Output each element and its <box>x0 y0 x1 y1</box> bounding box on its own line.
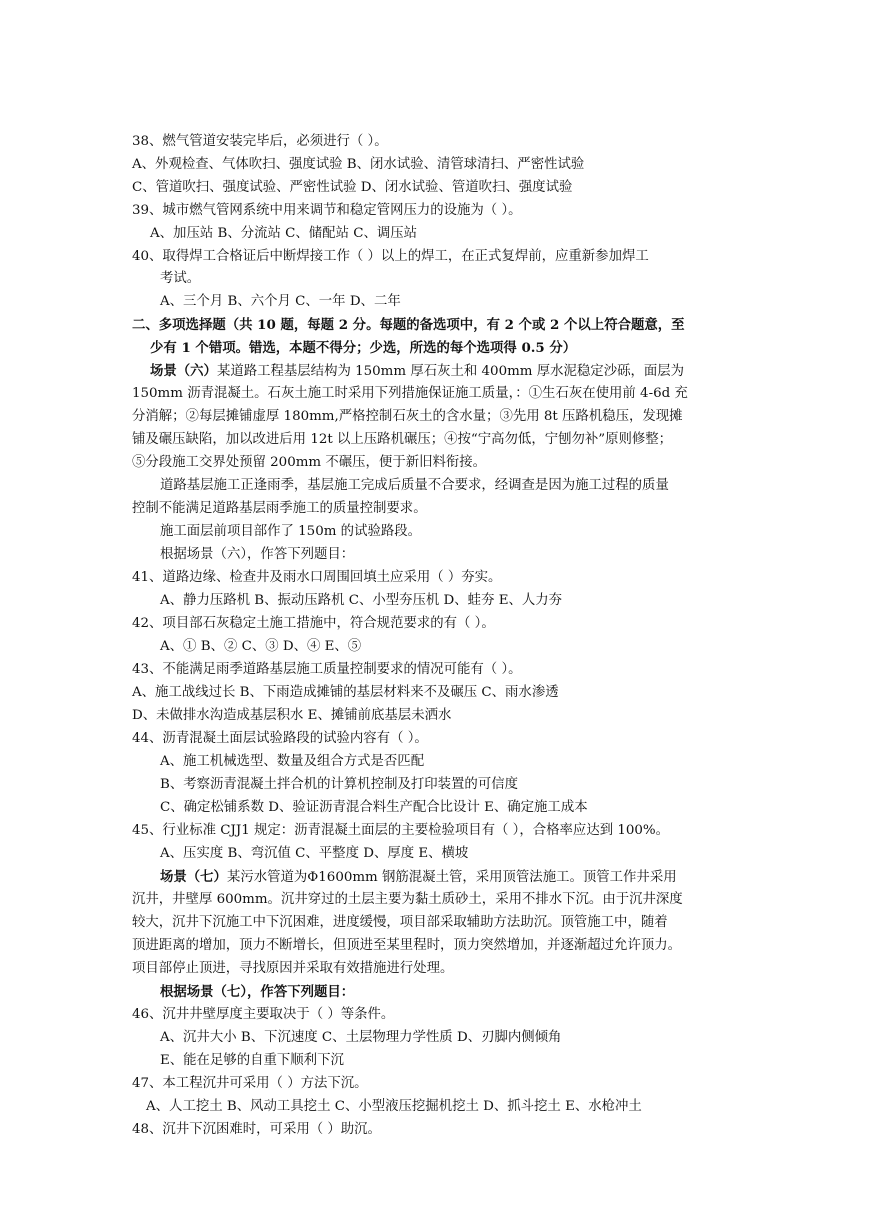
scenario-text: ⑤分段施工交界处预留 200mm 不碾压，便于新旧料衔接。 <box>132 455 487 470</box>
question-42: 42、项目部石灰稳定土施工措施中，符合规范要求的有（ ）。 <box>132 616 495 631</box>
option-line: C、确定松铺系数 D、验证沥青混合料生产配合比设计 E、确定施工成本 <box>160 800 588 815</box>
option-line: E、能在足够的自重下顺利下沉 <box>160 1053 344 1068</box>
option-line: A、人工挖土 B、风动工具挖土 C、小型液压挖掘机挖土 D、抓斗挖土 E、水枪冲土 <box>146 1099 642 1114</box>
option-line: A、沉井大小 B、下沉速度 C、土层物理力学性质 D、刃脚内侧倾角 <box>160 1030 562 1045</box>
question-48: 48、沉井下沉困难时，可采用（ ）助沉。 <box>132 1122 381 1137</box>
scenario-7-paragraph: 场景（七）某污水管道为Φ1600mm 钢筋混凝土管，采用顶管法施工。顶管工作井采用 <box>160 869 677 885</box>
option-line: B、考察沥青混凝土拌合机的计算机控制及打印装置的可信度 <box>160 777 518 792</box>
option-line: A、施工机械选型、数量及组合方式是否匹配 <box>160 754 425 769</box>
question-46: 46、沉井井壁厚度主要取决于（ ）等条件。 <box>132 1007 395 1022</box>
option-line: C、管道吹扫、强度试验、严密性试验 D、闭水试验、管道吹扫、强度试验 <box>132 180 573 195</box>
question-44: 44、沥青混凝土面层试验路段的试验内容有（ ）。 <box>132 731 428 746</box>
question-40: 40、取得焊工合格证后中断焊接工作（ ）以上的焊工，在正式复焊前，应重新参加焊工 <box>132 249 649 264</box>
scenario-7-title: 场景（七） <box>160 869 227 885</box>
option-line: A、施工战线过长 B、下雨造成摊铺的基层材料来不及碾压 C、雨水渗透 <box>132 685 559 700</box>
scenario-text: 控制不能满足道路基层雨季施工的质量控制要求。 <box>132 501 427 516</box>
scenario-text: 150mm 沥青混凝土。石灰土施工时采用下列措施保证施工质量，：①生石灰在使用前 4-6d 充 <box>132 386 688 401</box>
scenario-text: 道路基层施工正逢雨季，基层施工完成后质量不合要求，经调查是因为施工过程的质量 <box>160 478 669 493</box>
option-line: A、静力压路机 B、振动压路机 C、小型夯压机 D、蛙夯 E、人力夯 <box>160 593 563 608</box>
question-45: 45、行业标准 CJJ1 规定：沥青混凝土面层的主要检验项目有（ ），合格率应达到 100%。 <box>132 823 670 838</box>
question-41: 41、道路边缘、检查井及雨水口周围回填土应采用（ ）夯实。 <box>132 570 502 585</box>
question-47: 47、本工程沉井可采用（ ）方法下沉。 <box>132 1076 368 1091</box>
option-line: A、外观检查、气体吹扫、强度试验 B、闭水试验、清管球清扫、严密性试验 <box>132 157 585 172</box>
scenario-text: 沉井，井壁厚 600mm。沉井穿过的土层主要为黏土质砂土，采用不排水下沉。由于沉井深度 <box>132 892 683 907</box>
scenario-text: 较大，沉井下沉施工中下沉困难，进度缓慢，项目部采取辅助方法助沉。顶管施工中，随着 <box>132 915 668 930</box>
section-heading-cont: 少有 1 个错项。错选，本题不得分；少选，所选的每个选项得 0.5 分） <box>150 340 577 356</box>
question-40-cont: 考试。 <box>160 271 201 286</box>
option-line: D、未做排水沟造成基层积水 E、摊铺前底基层未洒水 <box>132 708 452 723</box>
scenario-text: 施工面层前项目部作了 150m 的试验路段。 <box>160 524 422 539</box>
question-39: 39、城市燃气管网系统中用来调节和稳定管网压力的设施为（ ）。 <box>132 203 522 218</box>
question-43: 43、不能满足雨季道路基层施工质量控制要求的情况可能有（ ）。 <box>132 662 522 677</box>
option-line: A、加压站 B、分流站 C、储配站 C、调压站 <box>150 226 418 241</box>
scenario-text: 项目部停止顶进，寻找原因并采取有效措施进行处理。 <box>132 961 454 976</box>
scenario-6-paragraph: 场景（六）某道路工程基层结构为 150mm 厚石灰土和 400mm 厚水泥稳定沙砾，面层为 <box>150 363 685 379</box>
option-line: A、压实度 B、弯沉值 C、平整度 D、厚度 E、横坡 <box>160 846 469 861</box>
question-38: 38、燃气管道安装完毕后，必须进行（ ）。 <box>132 134 388 149</box>
scenario-text: 分消解；②每层摊铺虚厚 180mm,严格控制石灰土的含水量；③先用 8t 压路机稳压，发现摊 <box>132 409 683 424</box>
scenario-text: 铺及碾压缺陷，加以改进后用 12t 以上压路机碾压；④按“宁高勿低，宁刨勿补”原则修整； <box>132 432 673 447</box>
section-heading: 二、多项选择题（共 10 题，每题 2 分。每题的备选项中，有 2 个或 2 个以上符合题意，至 <box>132 317 685 333</box>
scenario-text: 顶进距离的增加，顶力不断增长，但顶进至某里程时，顶力突然增加，并逐渐超过允许顶力。 <box>132 938 682 953</box>
option-line: A、① B、② C、③ D、④ E、⑤ <box>160 639 362 654</box>
scenario-6-title: 场景（六） <box>150 363 217 379</box>
scenario-instruction: 根据场景（六），作答下列题目： <box>160 547 355 562</box>
option-line: A、三个月 B、六个月 C、一年 D、二年 <box>160 294 401 309</box>
scenario-instruction: 根据场景（七），作答下列题目： <box>160 984 355 1000</box>
